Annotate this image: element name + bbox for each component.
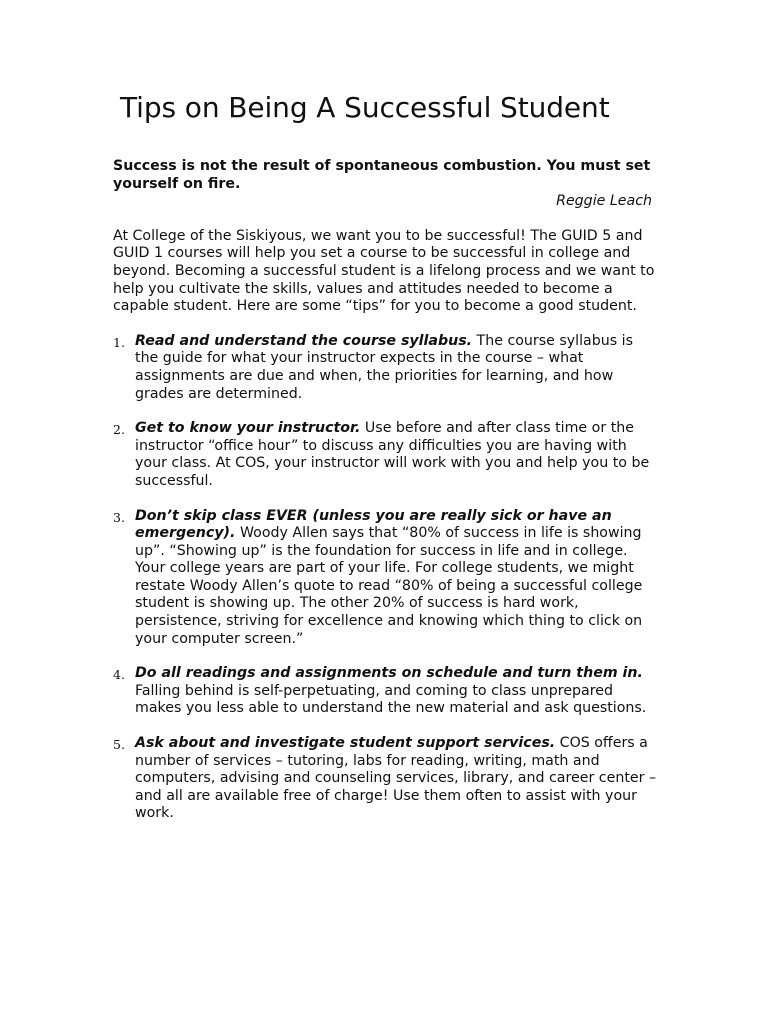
- tip-heading: Do all readings and assignments on schedule and turn them in.: [135, 665, 643, 682]
- tip-number: 5.: [113, 737, 125, 753]
- document-title: Tips on Being A Successful Student: [120, 91, 610, 124]
- tip-item: [113, 508, 658, 649]
- tip-heading: Read and understand the course syllabus.: [135, 332, 473, 349]
- tip-number: 3.: [113, 509, 125, 525]
- tip-body: The course syllabus is the guide for what your instructor expects in the course – what assignments are due and when, the priorities for learning, and how grades are determined.: [135, 332, 633, 402]
- intro-paragraph: At College of the Siskiyous, we want you to be successful! The GUID 5 and GUID 1 courses will help you set a course to be successful in college and beyond. Becoming a successful student is a lifelong process and we want to help you cultivate the skills, values and attitudes needed to become a capable student. Here are some “tips” for you to become a good student.: [113, 227, 655, 315]
- tip-body: COS offers a number of services – tutoring, labs for reading, writing, math and computers, advising and counseling services, library, and career center – and all are available free of charge! Use them often to assist with your work.: [135, 735, 657, 822]
- tip-body: Woody Allen says that “80% of success in life is showing up”. “Showing up” is the foundation for success in life and in college. Your college years are part of your life. For college students, we might restate Woody Allen’s quote to read “80% of being a successful college student is showing up. The other 20% of success is hard work, persistence, striving for excellence and knowing which thing to click on your computer screen.”: [135, 525, 643, 647]
- epigraph-author: Reggie Leach: [556, 193, 652, 210]
- tip-body: Falling behind is self-perpetuating, and coming to class unprepared makes you less able to understand the new material and ask questions.: [135, 682, 647, 717]
- document-page: [113, 88, 658, 840]
- tip-number: 1.: [113, 334, 125, 350]
- tip-heading: Ask about and investigate student support services.: [135, 735, 556, 752]
- tip-item: [113, 665, 658, 718]
- epigraph-quote: Success is not the result of spontaneous combustion. You must set yourself on fire.: [113, 158, 651, 192]
- tip-number: 2.: [113, 422, 125, 438]
- tips-list: [113, 333, 658, 823]
- tip-item: [113, 735, 658, 823]
- tip-number: 4.: [113, 667, 125, 683]
- tip-item: [113, 420, 658, 490]
- tip-body: Use before and after class time or the instructor “office hour” to discuss any difficulties you are having with your class. At COS, your instructor will work with you and help you to be successful.: [135, 420, 650, 489]
- tip-heading: Get to know your instructor.: [135, 420, 361, 437]
- tip-heading: Don’t skip class EVER (unless you are really sick or have an emergency).: [135, 507, 612, 542]
- tip-item: [113, 333, 658, 403]
